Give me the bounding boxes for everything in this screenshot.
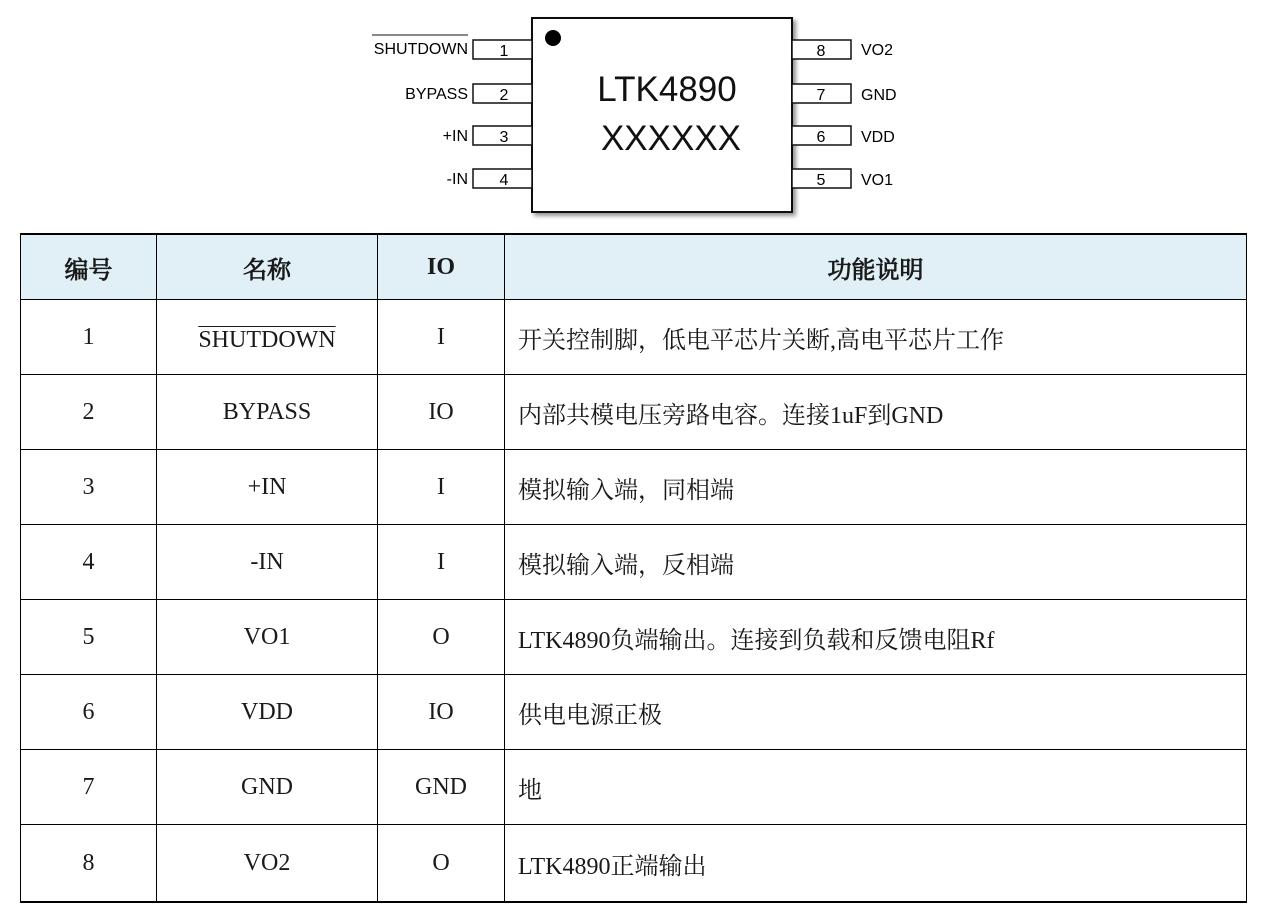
pin-description-cell: LTK4890正端输出 <box>505 825 1247 903</box>
right-pin-7 <box>792 84 897 104</box>
header-io: IO <box>378 234 505 300</box>
pin-number-cell: 2 <box>21 375 157 450</box>
pin-number-cell: 3 <box>21 450 157 525</box>
pin-name-cell: BYPASS <box>157 375 378 450</box>
pin-number: 1 <box>499 43 509 60</box>
pin-io-cell: I <box>378 450 505 525</box>
pin-description-cell: 模拟输入端，同相端 <box>505 450 1247 525</box>
pin-description-cell: 供电电源正极 <box>505 675 1247 750</box>
pin-io-cell: O <box>378 825 505 903</box>
table-row <box>21 600 1247 675</box>
header-name: 名称 <box>157 234 378 300</box>
table-row <box>21 825 1247 903</box>
pin-label: GND <box>861 87 897 104</box>
table-row <box>21 525 1247 600</box>
pin1-marker-dot <box>545 30 561 46</box>
right-pin-6 <box>792 126 895 146</box>
table-row <box>21 450 1247 525</box>
pin-name-cell: GND <box>157 750 378 825</box>
pin-description-cell: 开关控制脚，低电平芯片关断,高电平芯片工作 <box>505 300 1247 375</box>
pin-io-cell: IO <box>378 675 505 750</box>
chip-marking: XXXXXX <box>600 119 742 158</box>
table-row <box>21 300 1247 375</box>
pin-name-cell <box>157 300 378 375</box>
pin-number-cell: 4 <box>21 525 157 600</box>
pin-number-cell: 5 <box>21 600 157 675</box>
pin-name-cell: +IN <box>157 450 378 525</box>
left-pin-1 <box>372 35 532 60</box>
header-number: 编号 <box>21 234 157 300</box>
pin-description-table <box>20 233 1247 903</box>
chip-part-number: LTK4890 <box>597 70 737 109</box>
pin-io-cell: O <box>378 600 505 675</box>
pin-name-overlined: SHUTDOWN <box>198 326 336 353</box>
table-row <box>21 675 1247 750</box>
pin-number-cell: 8 <box>21 825 157 903</box>
pin-label: VO1 <box>861 172 894 189</box>
pin-label: -IN <box>446 171 468 188</box>
table-row <box>21 750 1247 825</box>
table-row <box>21 375 1247 450</box>
pin-description-cell: 内部共模电压旁路电容。连接1uF到GND <box>505 375 1247 450</box>
pin-name-cell: VDD <box>157 675 378 750</box>
pin-io-cell: I <box>378 300 505 375</box>
right-pin-5 <box>792 169 893 189</box>
pin-number: 7 <box>816 87 826 104</box>
pin-label: VDD <box>861 129 895 146</box>
pin-number: 3 <box>499 129 509 146</box>
pin-label: SHUTDOWN <box>373 41 468 58</box>
pin-description-cell: 地 <box>505 750 1247 825</box>
left-pin-2 <box>405 84 532 104</box>
pin-number: 8 <box>816 43 826 60</box>
pin-label: VO2 <box>861 42 894 59</box>
pin-number-cell: 1 <box>21 300 157 375</box>
header-function: 功能说明 <box>505 234 1247 300</box>
pin-description-cell: LTK4890负端输出。连接到负载和反馈电阻Rf <box>505 600 1247 675</box>
chip-pinout-diagram <box>0 0 1274 228</box>
pin-io-cell: I <box>378 525 505 600</box>
pin-io-cell: GND <box>378 750 505 825</box>
pin-number-cell: 6 <box>21 675 157 750</box>
pin-number-cell: 7 <box>21 750 157 825</box>
pin-name-cell: VO1 <box>157 600 378 675</box>
right-pin-8 <box>792 40 893 60</box>
pin-description-cell: 模拟输入端，反相端 <box>505 525 1247 600</box>
pin-number: 4 <box>499 172 509 189</box>
pin-name-cell: -IN <box>157 525 378 600</box>
table-header-row <box>21 234 1247 300</box>
pin-number: 6 <box>816 129 826 146</box>
pin-label: BYPASS <box>405 86 468 103</box>
pin-name-cell: VO2 <box>157 825 378 903</box>
pin-number: 5 <box>816 172 826 189</box>
left-pin-3 <box>443 126 532 146</box>
pin-io-cell: IO <box>378 375 505 450</box>
pin-label: +IN <box>442 128 468 145</box>
pin-number: 2 <box>499 87 509 104</box>
chip-body <box>532 18 792 212</box>
left-pin-4 <box>447 169 532 189</box>
